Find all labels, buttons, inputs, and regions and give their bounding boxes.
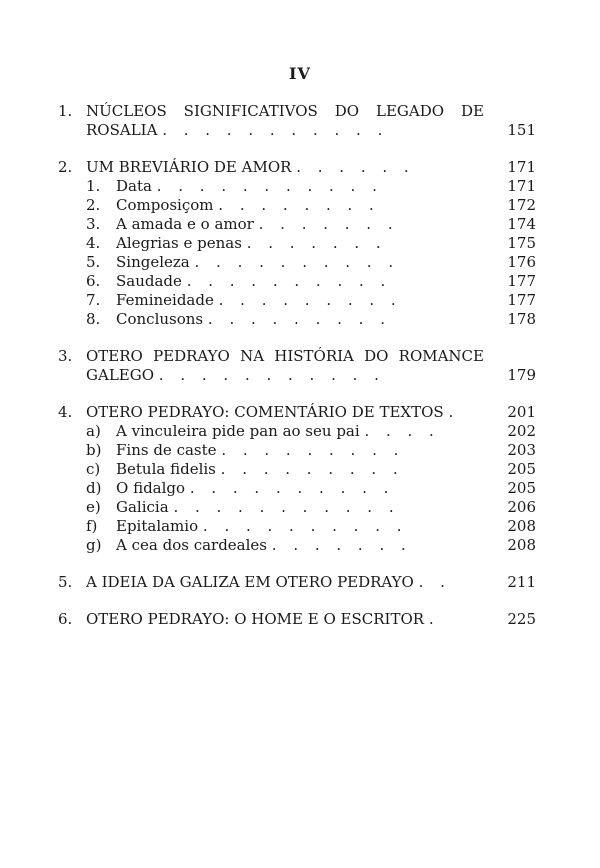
subentry-title: Epitalamio xyxy=(116,517,199,535)
subentry-title: Singeleza xyxy=(116,253,190,271)
subentry-title: Galicia xyxy=(116,498,169,516)
toc-section-3 xyxy=(58,347,536,385)
subentry-number: b) xyxy=(86,441,102,459)
page-number: 172 xyxy=(507,196,536,214)
toc-subentry[interactable] xyxy=(58,460,536,479)
leader-dots: . . . . . . . xyxy=(258,215,399,233)
subentry-number: 2. xyxy=(86,196,101,214)
page-number: 205 xyxy=(507,479,536,497)
leader-dots: . . . . . . . . . xyxy=(218,291,402,309)
page-number: 177 xyxy=(507,272,536,290)
toc-subentry[interactable] xyxy=(58,498,536,517)
subentry-number: d) xyxy=(86,479,102,497)
page-number: 202 xyxy=(507,422,536,440)
subentry-number: f) xyxy=(86,517,98,535)
toc-entry-line xyxy=(58,347,536,366)
subentry-number: 7. xyxy=(86,291,101,309)
toc-entry-line[interactable] xyxy=(58,366,536,385)
subentry-number: 1. xyxy=(86,177,101,195)
leader-dots: . . . . . . . . xyxy=(218,196,380,214)
page-heading: IV xyxy=(289,64,311,83)
toc-subentry[interactable] xyxy=(58,310,536,329)
toc-subentry[interactable] xyxy=(58,517,536,536)
section-number: 4. xyxy=(58,403,73,421)
toc-subentry[interactable] xyxy=(58,272,536,291)
page-number: 201 xyxy=(507,403,536,421)
leader-dots: . . . . . . . . . xyxy=(207,310,391,328)
page-number: 176 xyxy=(507,253,536,271)
subentry-title: Betula fidelis xyxy=(116,460,216,478)
subentry-title: A vinculeira pide pan ao seu pai xyxy=(116,422,360,440)
subentry-number: a) xyxy=(86,422,101,440)
subentry-title: A cea dos cardeales xyxy=(116,536,267,554)
leader-dots: . . . . . . xyxy=(296,158,415,176)
subentry-number: 6. xyxy=(86,272,101,290)
page-number: 174 xyxy=(507,215,536,233)
page-number: 203 xyxy=(507,441,536,459)
subentry-number: 5. xyxy=(86,253,101,271)
toc-entry-line[interactable] xyxy=(58,610,536,629)
section-title: OTERO PEDRAYO: O HOME E O ESCRITOR xyxy=(86,610,425,628)
leader-dots: . . . . . . . . . . xyxy=(189,479,395,497)
leader-dots: . xyxy=(448,403,460,421)
section-title: OTERO PEDRAYO: COMENTÁRIO DE TEXTOS xyxy=(86,403,444,421)
page-number: 225 xyxy=(507,610,536,628)
leader-dots: . . . . xyxy=(364,422,440,440)
toc-subentry[interactable] xyxy=(58,291,536,310)
leader-dots: . . . . . . . . . . xyxy=(194,253,400,271)
subentry-title: O fidalgo xyxy=(116,479,186,497)
leader-dots: . . . . . . . . . . . xyxy=(162,121,389,139)
toc-subentry[interactable] xyxy=(58,177,536,196)
page-number: 211 xyxy=(507,573,536,591)
page-number: 175 xyxy=(507,234,536,252)
page-number: 208 xyxy=(507,536,536,554)
page-number: 208 xyxy=(507,517,536,535)
subentry-title: Saudade xyxy=(116,272,182,290)
leader-dots: . xyxy=(428,610,440,628)
toc-section-1 xyxy=(58,102,536,140)
toc-subentry[interactable] xyxy=(58,215,536,234)
toc-section-5 xyxy=(58,573,536,592)
subentry-title: Femineidade xyxy=(116,291,214,309)
leader-dots: . . . . . . . . . . . xyxy=(158,366,385,384)
section-number: 2. xyxy=(58,158,73,176)
subentry-title: Fins de caste xyxy=(116,441,217,459)
toc-subentry[interactable] xyxy=(58,422,536,441)
subentry-number: 3. xyxy=(86,215,101,233)
section-number: 3. xyxy=(58,347,73,365)
leader-dots: . . xyxy=(418,573,451,591)
toc-entry-line xyxy=(58,102,536,121)
toc-subentry[interactable] xyxy=(58,196,536,215)
leader-dots: . . . . . . . . . . xyxy=(202,517,408,535)
page-number: 179 xyxy=(507,366,536,384)
page-number: 206 xyxy=(507,498,536,516)
toc-section-4 xyxy=(58,403,536,555)
toc-entry-line[interactable] xyxy=(58,403,536,422)
leader-dots: . . . . . . . . . . . xyxy=(173,498,400,516)
toc-entry-line[interactable] xyxy=(58,121,536,140)
leader-dots: . . . . . . . . . xyxy=(221,441,405,459)
subentry-number: 8. xyxy=(86,310,101,328)
section-number: 1. xyxy=(58,102,73,120)
toc-subentry[interactable] xyxy=(58,536,536,555)
subentry-number: e) xyxy=(86,498,101,516)
leader-dots: . . . . . . . . . . xyxy=(186,272,392,290)
toc-subentry[interactable] xyxy=(58,441,536,460)
page-number: 178 xyxy=(507,310,536,328)
page-number: 171 xyxy=(507,158,536,176)
section-title: ROSALIA xyxy=(86,121,158,139)
page-number: 151 xyxy=(507,121,536,139)
subentry-number: 4. xyxy=(86,234,101,252)
section-title: NÚCLEOS SIGNIFICATIVOS DO LEGADO DE xyxy=(86,102,484,120)
subentry-number: g) xyxy=(86,536,102,554)
section-title: UM BREVIÁRIO DE AMOR xyxy=(86,158,292,176)
page-number: 171 xyxy=(507,177,536,195)
subentry-title: Alegrias e penas xyxy=(116,234,242,252)
subentry-number: c) xyxy=(86,460,101,478)
table-of-contents xyxy=(58,102,536,647)
toc-subentry[interactable] xyxy=(58,253,536,272)
toc-section-6 xyxy=(58,610,536,629)
leader-dots: . . . . . . . . . . . xyxy=(156,177,383,195)
leader-dots: . . . . . . . . . xyxy=(220,460,404,478)
page-number: 205 xyxy=(507,460,536,478)
section-number: 6. xyxy=(58,610,73,628)
subentry-title: Composiçom xyxy=(116,196,214,214)
toc-section-2 xyxy=(58,158,536,329)
section-number: 5. xyxy=(58,573,73,591)
subentry-title: Data xyxy=(116,177,152,195)
subentry-title: A amada e o amor xyxy=(116,215,254,233)
toc-entry-line[interactable] xyxy=(58,573,536,592)
toc-subentry[interactable] xyxy=(58,479,536,498)
leader-dots: . . . . . . . xyxy=(271,536,412,554)
toc-subentry[interactable] xyxy=(58,234,536,253)
section-title: GALEGO xyxy=(86,366,155,384)
toc-entry-line[interactable] xyxy=(58,158,536,177)
page-number: 177 xyxy=(507,291,536,309)
section-title: OTERO PEDRAYO NA HISTÓRIA DO ROMANCE xyxy=(86,347,484,365)
subentry-title: Conclusons xyxy=(116,310,204,328)
section-title: A IDEIA DA GALIZA EM OTERO PEDRAYO xyxy=(86,573,414,591)
leader-dots: . . . . . . . xyxy=(246,234,387,252)
